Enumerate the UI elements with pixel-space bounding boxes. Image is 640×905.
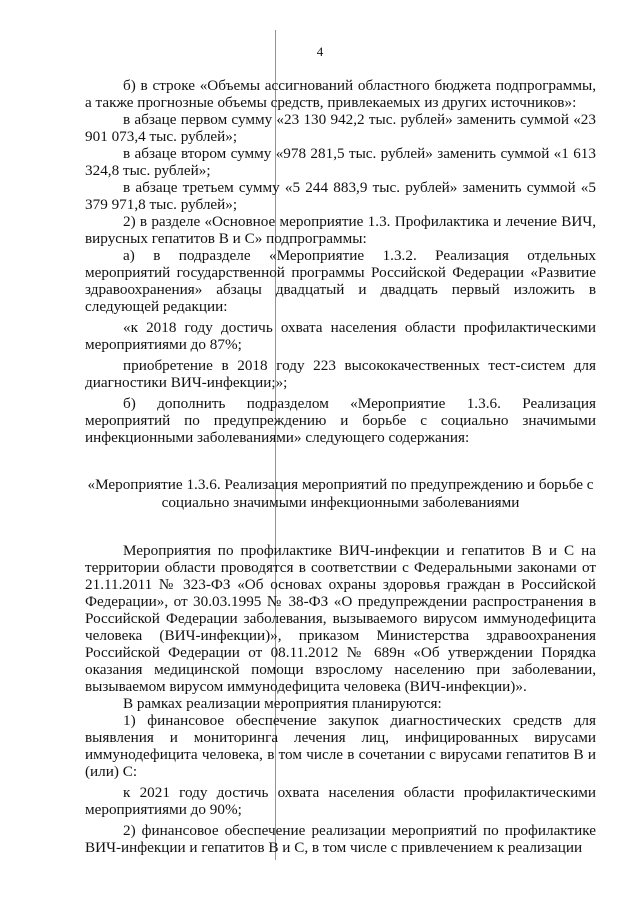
paragraph: «к 2018 году достичь охвата населения области профилактическими мероприятиями до 87%; — [85, 319, 596, 353]
section-heading: «Мероприятие 1.3.6. Реализация мероприятий по предупреждению и борьбе с социально значимыми инфекционными заболеваниями — [87, 476, 594, 511]
body-paragraph: Мероприятия по профилактике ВИЧ-инфекции и гепатитов В и С на территории области проводятся в соответствии с Федеральными законами от 21.11.2011 № 323-ФЗ «Об основах охраны здоровья граждан в Российской Федерации», от 30.03.1995 № 38-ФЗ «О предупреждении распространения в Российской Федерации заболевания, вызываемого вирусом иммунодефицита человека (ВИЧ-инфекции)», приказом Министерства здравоохранения Российской Федерации от 08.11.2012 № 689н «Об утверждении Порядка оказания медицинской помощи взрослому населению при заболевании, вызываемом вирусом иммунодефицита человека (ВИЧ-инфекции)». — [85, 542, 596, 695]
page-number: 4 — [316, 44, 324, 59]
body-paragraph: к 2021 году достичь охвата населения области профилактическими мероприятиями до 90%; — [85, 784, 596, 818]
document-body — [85, 77, 596, 856]
paragraph: б) дополнить подразделом «Мероприятие 1.3.6. Реализация мероприятий по предупреждению и борьбе с социально значимыми инфекционными заболеваниями» следующего содержания: — [85, 395, 596, 446]
paragraph: в абзаце первом сумму «23 130 942,2 тыс. рублей» заменить суммой «23 901 073,4 тыс. рублей»; — [85, 111, 596, 145]
body-paragraph: В рамках реализации мероприятия планируются: — [123, 695, 442, 712]
paragraph: в абзаце третьем сумму «5 244 883,9 тыс. рублей» заменить суммой «5 379 971,8 тыс. рублей»; — [85, 179, 596, 213]
paragraph: б) в строке «Объемы ассигнований областного бюджета подпрограммы, а также прогнозные объемы средств, привлекаемых из других источников»: — [85, 77, 596, 111]
body-paragraph: 1) финансовое обеспечение закупок диагностических средств для выявления и мониторинга лечения лиц, инфицированных вирусами иммунодефицита человека, в том числе в сочетании с вирусами гепатитов В и (или) С: — [85, 712, 596, 780]
paragraph: а) в подразделе «Мероприятие 1.3.2. Реализация отдельных мероприятий государственной программы Российской Федерации «Развитие здравоохранения» абзацы двадцатый и двадцать первый изложить в следующей редакции: — [85, 247, 596, 315]
paragraph: в абзаце втором сумму «978 281,5 тыс. рублей» заменить суммой «1 613 324,8 тыс. рублей»; — [85, 145, 596, 179]
paragraph: приобретение в 2018 году 223 высококачественных тест-систем для диагностики ВИЧ-инфекции;»; — [85, 357, 596, 391]
body-paragraph: 2) финансовое обеспечение реализации мероприятий по профилактике ВИЧ-инфекции и гепатитов В и С, в том числе с привлечением к реализации — [85, 822, 596, 856]
paragraph: 2) в разделе «Основное мероприятие 1.3. Профилактика и лечение ВИЧ, вирусных гепатитов В и С» подпрограммы: — [85, 213, 596, 247]
